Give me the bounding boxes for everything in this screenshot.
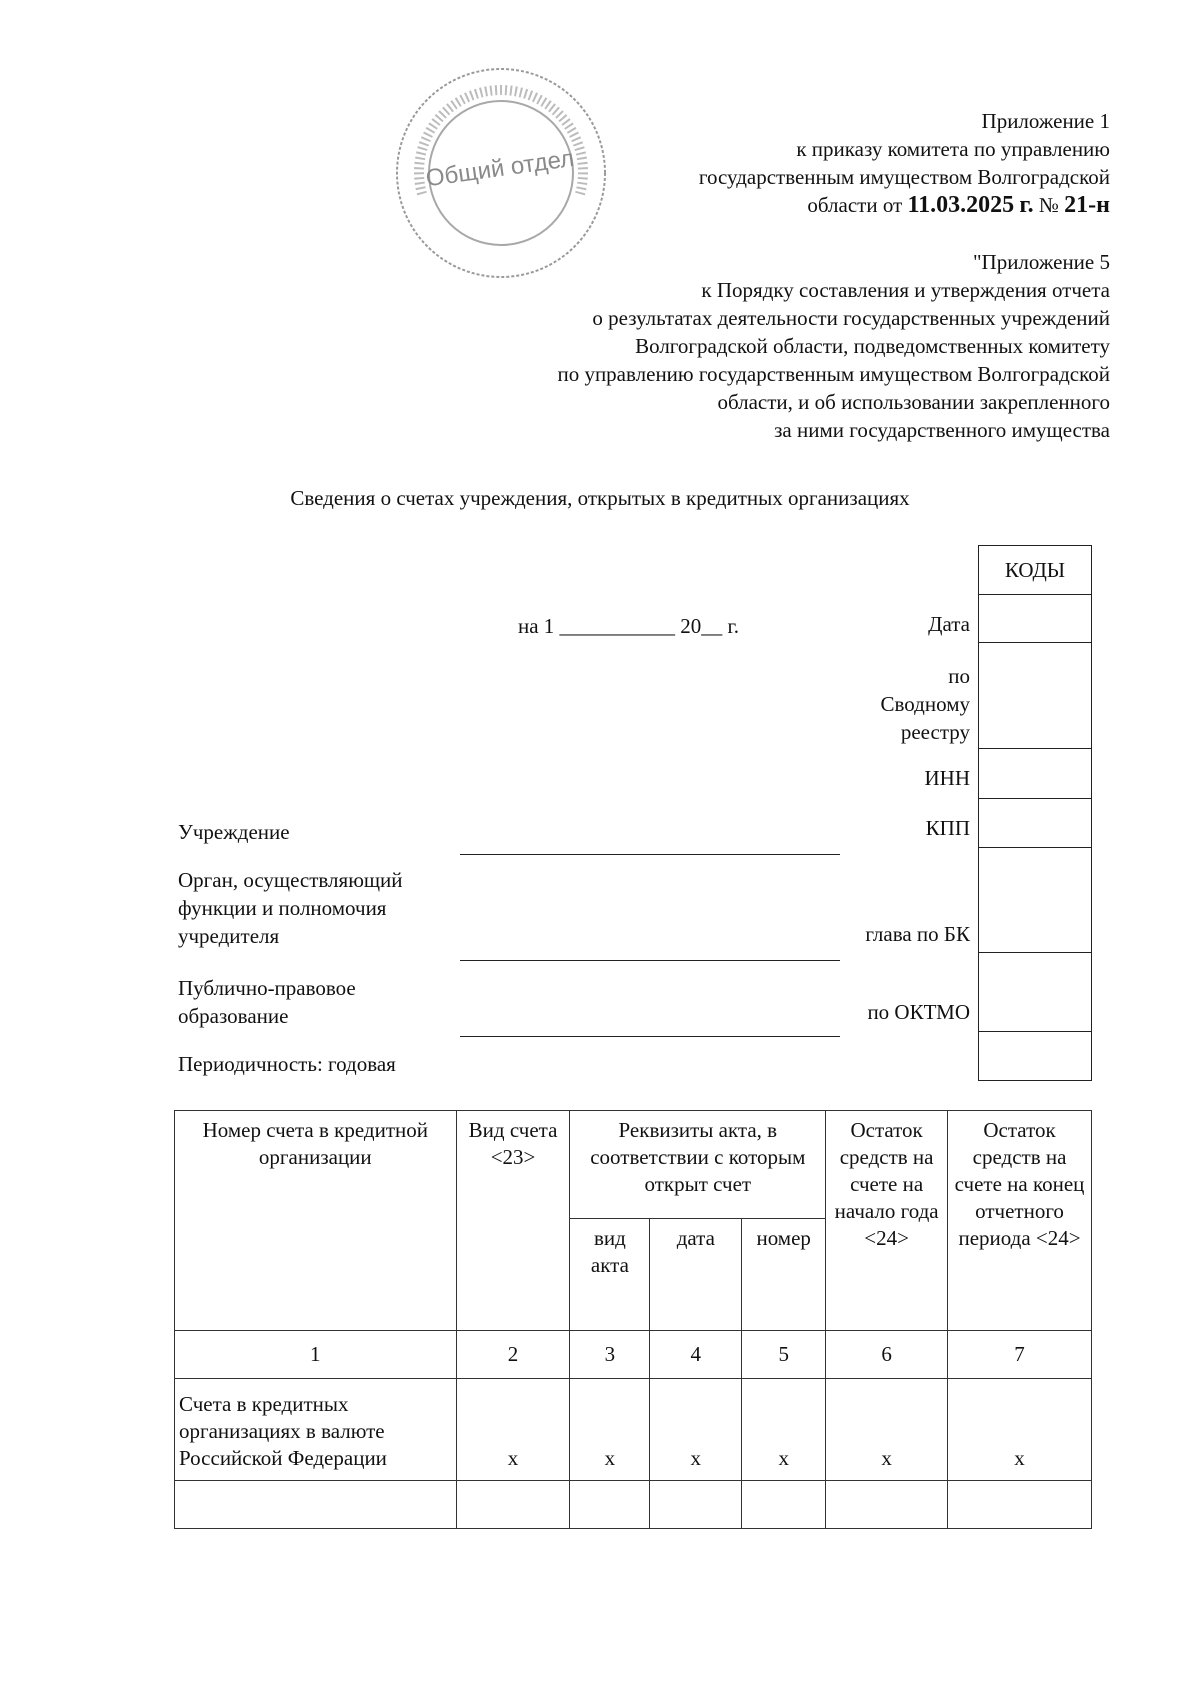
- column-number: 1: [175, 1331, 457, 1379]
- periodicity-label: Периодичность: годовая: [178, 1052, 396, 1076]
- code-periodicity-cell[interactable]: [979, 1032, 1092, 1081]
- column-number: 7: [948, 1331, 1092, 1379]
- header-act-type: вид акта: [570, 1219, 650, 1331]
- empty-cell[interactable]: [175, 1481, 457, 1529]
- table-cell: x: [826, 1379, 948, 1481]
- header-balance-start: Остаток средств на счете на начало года <24>: [826, 1111, 948, 1331]
- codes-registry-label: по Сводному реестру: [880, 664, 970, 744]
- code-oktmo-cell[interactable]: [979, 953, 1092, 1032]
- empty-cell[interactable]: [570, 1481, 650, 1529]
- header-account-type: Вид счета <23>: [456, 1111, 570, 1331]
- appendix-1-line2: к приказу комитета по управлению: [796, 137, 1110, 161]
- empty-cell[interactable]: [742, 1481, 826, 1529]
- order-date: 11.03.2025: [907, 192, 1015, 218]
- header-balance-end: Остаток средств на счете на конец отчетного периода <24>: [948, 1111, 1092, 1331]
- institution-label: Учреждение: [178, 820, 290, 844]
- appendix-1-prefix: области от: [807, 193, 903, 217]
- column-number: 3: [570, 1331, 650, 1379]
- empty-cell[interactable]: [826, 1481, 948, 1529]
- appendix-1-header: [510, 107, 1110, 219]
- stamp-text: Общий отдел: [424, 144, 576, 193]
- order-number: 21-н: [1064, 192, 1110, 218]
- column-number: 5: [742, 1331, 826, 1379]
- codes-oktmo-label: по ОКТМО: [867, 1000, 970, 1024]
- column-number: 2: [456, 1331, 570, 1379]
- code-kpp-cell[interactable]: [979, 799, 1092, 848]
- codes-date-label: Дата: [928, 612, 970, 636]
- code-registry-cell[interactable]: [979, 643, 1092, 749]
- codes-header: КОДЫ: [979, 546, 1092, 595]
- table-cell: x: [456, 1379, 570, 1481]
- header-act-date: дата: [650, 1219, 742, 1331]
- empty-cell[interactable]: [650, 1481, 742, 1529]
- appendix-5-line: области, и об использовании закрепленного: [717, 390, 1110, 414]
- table-cell: x: [742, 1379, 826, 1481]
- appendix-5-line: к Порядку составления и утверждения отчета: [701, 278, 1110, 302]
- code-inn-cell[interactable]: [979, 749, 1092, 799]
- appendix-1-line3: государственным имуществом Волгоградской: [698, 165, 1110, 189]
- accounts-table: [174, 1110, 1092, 1529]
- appendix-5-header: [410, 248, 1110, 444]
- table-cell: x: [570, 1379, 650, 1481]
- order-year-suffix: г.: [1019, 192, 1034, 218]
- appendix-5-line: Волгоградской области, подведомственных комитету: [635, 334, 1110, 358]
- page-title: Сведения о счетах учреждения, открытых в кредитных организациях: [290, 486, 910, 510]
- codes-kpp-label: КПП: [925, 816, 970, 840]
- appendix-1-line1: Приложение 1: [981, 109, 1110, 133]
- appendix-1-line4: [510, 191, 1110, 219]
- institution-line: [460, 854, 840, 855]
- public-entity-line: [460, 1036, 840, 1037]
- code-chapter-cell[interactable]: [979, 848, 1092, 953]
- code-date-cell[interactable]: [979, 595, 1092, 643]
- codes-table: [978, 545, 1092, 1081]
- public-entity-label: Публично-правовое образование: [178, 976, 356, 1028]
- appendix-5-line: о результатах деятельности государственных учреждений: [592, 306, 1110, 330]
- column-number: 6: [826, 1331, 948, 1379]
- row-rub-accounts-label: Счета в кредитных организациях в валюте Российской Федерации: [175, 1379, 457, 1481]
- empty-cell[interactable]: [456, 1481, 570, 1529]
- codes-inn-label: ИНН: [924, 766, 970, 790]
- empty-cell[interactable]: [948, 1481, 1092, 1529]
- founder-label: Орган, осуществляющий функции и полномочия учредителя: [178, 868, 403, 948]
- header-act-details: Реквизиты акта, в соответствии с которым открыт счет: [570, 1111, 826, 1219]
- column-number: 4: [650, 1331, 742, 1379]
- header-account-number: Номер счета в кредитной организации: [175, 1111, 457, 1331]
- codes-chapter-label: глава по БК: [865, 922, 970, 946]
- header-act-number: номер: [742, 1219, 826, 1331]
- founder-line: [460, 960, 840, 961]
- appendix-5-line: за ними государственного имущества: [774, 418, 1110, 442]
- appendix-5-line: по управлению государственным имуществом Волгоградской: [557, 362, 1110, 386]
- report-date-line: на 1 ___________ 20__ г.: [518, 614, 740, 638]
- table-cell: x: [650, 1379, 742, 1481]
- appendix-5-line: "Приложение 5: [972, 250, 1110, 274]
- order-number-sign: №: [1038, 193, 1059, 217]
- table-cell: x: [948, 1379, 1092, 1481]
